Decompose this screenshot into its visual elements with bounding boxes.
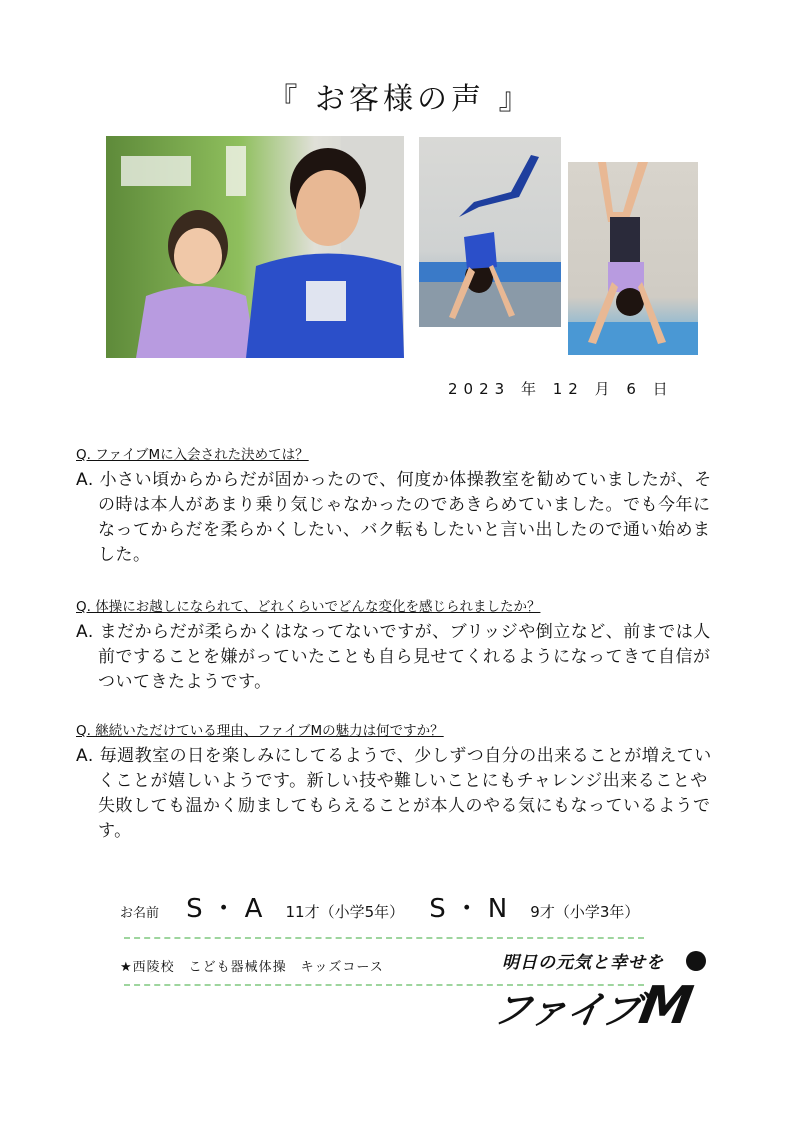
course-name: ★西陵校 こども器械体操 キッズコース — [120, 960, 384, 975]
date: 2023 年 12 月 6 日 — [448, 380, 674, 398]
logo-letter: M — [634, 976, 697, 1036]
page-title: 『 お客様の声 』 — [267, 82, 533, 117]
logo-text: ファイブ — [489, 988, 644, 1032]
child2-initials: S・N — [429, 894, 516, 924]
answer-2: A. まだからだが柔らかくはなってないですが、ブリッジや倒立など、前までは人前ですることを嫌がっていたことも自ら見せてくれるようになってきて自信がついてきたようです。 — [76, 622, 711, 692]
photo-cartwheel — [419, 137, 561, 327]
question-3: Q. 継続いただけている理由、ファイブMの魅力は何ですか？ — [76, 723, 444, 739]
qa-item-1 — [76, 446, 716, 568]
answer-1: A. 小さい頃からからだが固かったので、何度か体操教室を勧めていましたが、その時は本人があまり乗り気じゃなかったのであきらめていました。でも今年になってからだを柔らかくしたい、バク転もしたいと言い出したので通い始めました。 — [76, 470, 712, 565]
child2-age: 9才（小学3年） — [530, 903, 640, 921]
photo-handstand — [568, 162, 698, 355]
child1-initials: S・A — [186, 894, 271, 924]
question-1: Q. ファイブMに入会された決めては？ — [76, 447, 309, 463]
brand-tagline: 明日の元気と幸せを — [502, 953, 664, 973]
child1-age: 11才（小学5年） — [285, 903, 405, 921]
photo-kids — [106, 136, 404, 358]
dashed-divider-top — [124, 937, 644, 939]
qa-item-3 — [76, 722, 716, 844]
name-row — [120, 888, 659, 925]
qa-item-2 — [76, 598, 716, 695]
brand-dot-icon — [686, 951, 706, 971]
answer-3: A. 毎週教室の日を楽しみにしてるようで、少しずつ自分の出来ることが増えていくことが嬉しいようです。新しい技や難しいことにもチャレンジ出来ることや失敗しても温かく励ましてもらえることが本人のやる気にもなっているようです。 — [76, 746, 712, 841]
brand-logo — [489, 976, 696, 1036]
name-label: お名前 — [120, 906, 160, 921]
question-2: Q. 体操にお越しになられて、どれくらいでどんな変化を感じられましたか？ — [76, 599, 541, 615]
